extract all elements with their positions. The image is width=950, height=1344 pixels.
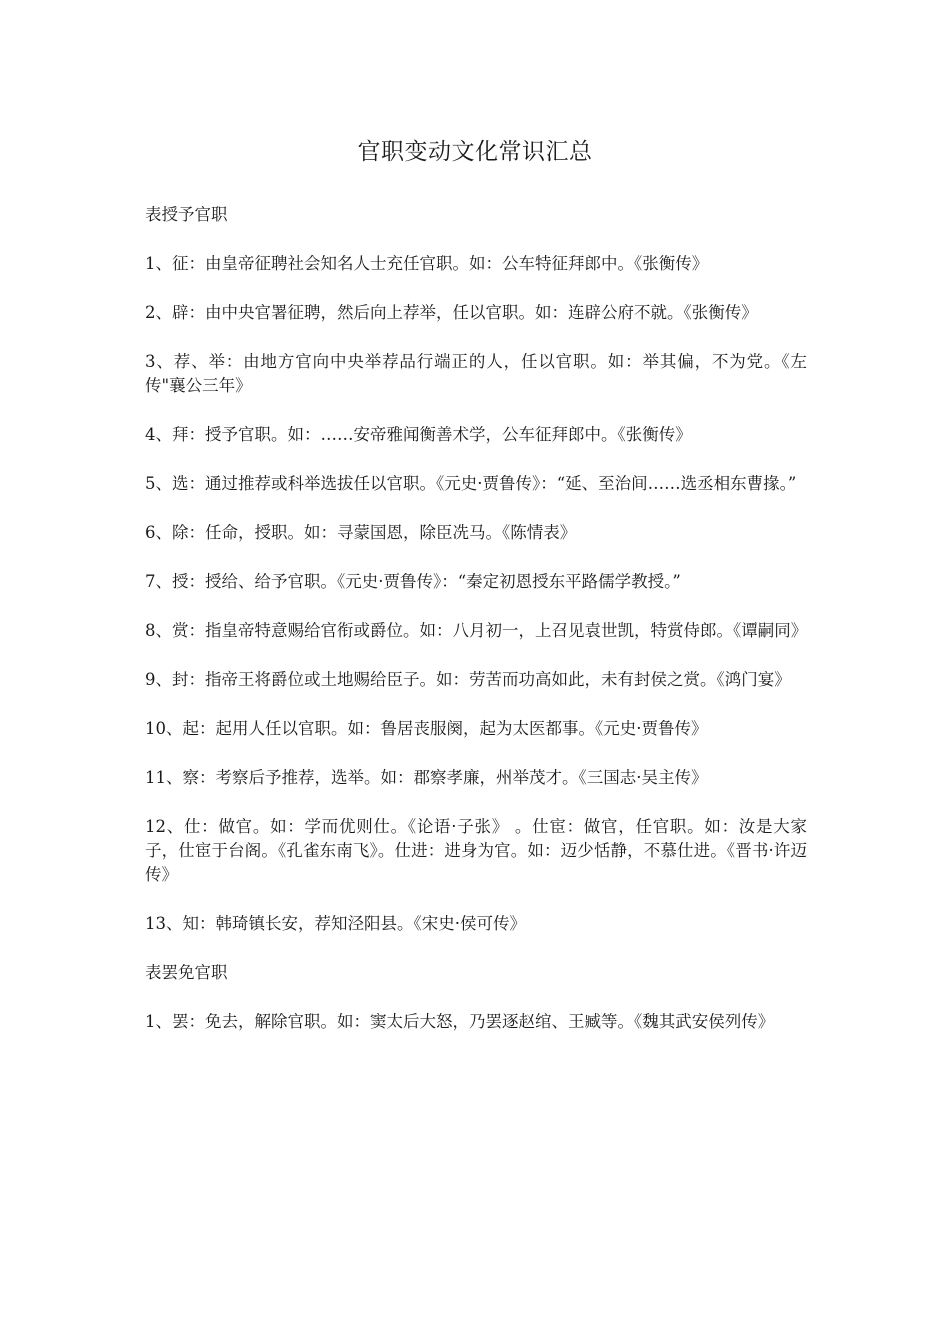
section-heading-appoint: 表授予官职 xyxy=(145,205,228,224)
section-heading-dismiss: 表罢免官职 xyxy=(145,963,228,982)
list-item: 9、封：指帝王将爵位或土地赐给臣子。如：劳苦而功高如此，未有封侯之赏。《鸿门宴》 xyxy=(145,670,791,689)
list-item: 4、拜：授予官职。如：……安帝雅闻衡善术学，公车征拜郎中。《张衡传》 xyxy=(145,425,692,444)
list-item: 10、起：起用人任以官职。如：鲁居丧服阕，起为太医都事。《元史·贾鲁传》 xyxy=(145,719,708,738)
list-item: 13、知：韩琦镇长安，荐知泾阳县。《宋史·侯可传》 xyxy=(145,914,526,933)
document-body xyxy=(145,203,807,1059)
list-item: 3、荐、举：由地方官向中央举荐品行端正的人，任以官职。如：举其偏，不为党。《左传"襄公三年》 xyxy=(145,352,807,395)
list-item: 6、除：任命，授职。如：寻蒙国恩，除臣冼马。《陈情表》 xyxy=(145,523,577,542)
list-item: 11、察：考察后予推荐，选举。如：郡察孝廉，州举茂才。《三国志·吴主传》 xyxy=(145,768,708,787)
list-item: 12、仕：做官。如：学而优则仕。《论语·子张》 。仕宦：做官，任官职。如：汝是大家子，仕宦于台阁。《孔雀东南飞》。仕进：进身为官。如：迈少恬静，不慕仕进。《晋书·许迈传》 xyxy=(145,817,807,884)
list-item: 8、赏：指皇帝特意赐给官衔或爵位。如：八月初一，上召见袁世凯，特赏侍郎。《谭嗣同》 xyxy=(145,621,808,640)
list-item: 7、授：授给、给予官职。《元史·贾鲁传》：“秦定初恩授东平路儒学教授。” xyxy=(145,572,681,591)
list-item: 1、征：由皇帝征聘社会知名人士充任官职。如：公车特征拜郎中。《张衡传》 xyxy=(145,254,709,273)
list-item: 2、辟：由中央官署征聘，然后向上荐举，任以官职。如：连辟公府不就。《张衡传》 xyxy=(145,303,758,322)
list-item: 1、罢：免去，解除官职。如：窦太后大怒，乃罢逐赵绾、王臧等。《魏其武安侯列传》 xyxy=(145,1012,775,1031)
document-title: 官职变动文化常识汇总 xyxy=(357,139,593,165)
list-item: 5、选：通过推荐或科举选拔任以官职。《元史·贾鲁传》：“延、至治间……选丞相东曹掾。” xyxy=(145,474,797,493)
